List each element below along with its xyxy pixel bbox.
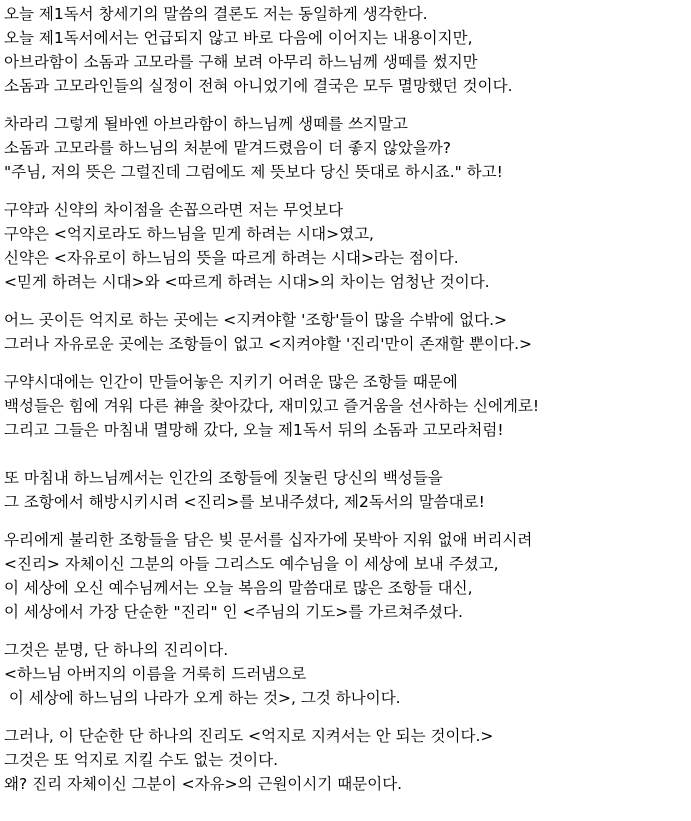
text-line: 구약시대에는 인간이 만들어놓은 지키기 어려운 많은 조항들 때문에 — [4, 373, 458, 391]
text-line: 왜? 진리 자체이신 그분이 <자유>의 근원이시기 때문이다. — [4, 775, 403, 793]
paragraph-1 — [4, 2, 688, 98]
paragraph-gap — [4, 710, 688, 724]
paragraph-gap — [4, 184, 688, 198]
text-line: <하느님 아버지의 이름을 거룩히 드러냄으로 — [4, 665, 307, 683]
text-line: 그리고 그들은 마침내 멸망해 갔다, 오늘 제1독서 뒤의 소돔과 고모라처럼! — [4, 421, 504, 439]
paragraph-gap — [4, 356, 688, 370]
text-line: 이 세상에서 가장 단순한 "진리" 인 <주님의 기도>를 가르쳐주셨다. — [4, 603, 463, 621]
text-line: 또 마침내 하느님께서는 인간의 조항들에 짓눌린 당신의 백성들을 — [4, 469, 443, 487]
text-line: 그러나, 이 단순한 단 하나의 진리도 <억지로 지켜서는 안 되는 것이다.> — [4, 727, 494, 745]
text-line: 그것은 분명, 단 하나의 진리이다. — [4, 641, 229, 659]
text-line: <믿게 하려는 시대>와 <따르게 하려는 시대>의 차이는 엄청난 것이다. — [4, 273, 490, 291]
paragraph-6 — [4, 466, 688, 514]
text-line: 아브라함이 소돔과 고모라를 구해 보려 아무리 하느님께 생떼를 썼지만 — [4, 53, 478, 71]
text-line: 소돔과 고모라인들의 실정이 전혀 아니었기에 결국은 모두 멸망했던 것이다. — [4, 77, 513, 95]
text-line: 오늘 제1독서에서는 언급되지 않고 바로 다음에 이어지는 내용이지만, — [4, 29, 473, 47]
text-line: 차라리 그렇게 될바엔 아브라함이 하느님께 생떼를 쓰지말고 — [4, 115, 408, 133]
text-line: 백성들은 힘에 겨워 다른 神을 찾아갔다, 재미있고 즐거움을 선사하는 신에게로! — [4, 397, 540, 415]
text-line: 이 세상에 하느님의 나라가 오게 하는 것>, 그것 하나이다. — [4, 689, 401, 707]
paragraph-gap — [4, 624, 688, 638]
text-line: 오늘 제1독서 창세기의 말씀의 결론도 저는 동일하게 생각한다. — [4, 5, 428, 23]
paragraph-gap — [4, 98, 688, 112]
text-line: 우리에게 불리한 조항들을 담은 빚 문서를 십자가에 못박아 지워 없애 버리시려 — [4, 531, 533, 549]
text-line: 구약과 신약의 차이점을 손꼽으라면 저는 무엇보다 — [4, 201, 344, 219]
paragraph-3 — [4, 198, 688, 294]
text-line: 그러나 자유로운 곳에는 조항들이 없고 <지켜야할 '진리'만이 존재할 뿐이다.> — [4, 335, 533, 353]
text-line: 신약은 <자유로이 하느님의 뜻을 따르게 하려는 시대>라는 점이다. — [4, 249, 459, 267]
text-line: 소돔과 고모라를 하느님의 처분에 맡겨드렸음이 더 좋지 않았을까? — [4, 139, 451, 157]
text-line: <진리> 자체이신 그분의 아들 그리스도 예수님을 이 세상에 보내 주셨고, — [4, 555, 499, 573]
text-line: 이 세상에 오신 예수님께서는 오늘 복음의 말씀대로 많은 조항들 대신, — [4, 579, 473, 597]
paragraph-5 — [4, 370, 688, 442]
paragraph-9 — [4, 724, 688, 796]
paragraph-7 — [4, 528, 688, 624]
paragraph-8 — [4, 638, 688, 710]
paragraph-4 — [4, 308, 688, 356]
document-body — [4, 2, 688, 796]
text-line: 구약은 <억지로라도 하느님을 믿게 하려는 시대>였고, — [4, 225, 374, 243]
paragraph-gap — [4, 294, 688, 308]
text-line: 그 조항에서 해방시키시려 <진리>를 보내주셨다, 제2독서의 말씀대로! — [4, 493, 485, 511]
paragraph-gap — [4, 514, 688, 528]
text-line: 그것은 또 억지로 지킬 수도 없는 것이다. — [4, 751, 279, 769]
text-line: "주님, 저의 뜻은 그럴진데 그럼에도 제 뜻보다 당신 뜻대로 하시죠." 하고! — [4, 163, 503, 181]
paragraph-2 — [4, 112, 688, 184]
paragraph-gap — [4, 442, 688, 466]
text-line: 어느 곳이든 억지로 하는 곳에는 <지켜야할 '조항'들이 많을 수밖에 없다.> — [4, 311, 508, 329]
